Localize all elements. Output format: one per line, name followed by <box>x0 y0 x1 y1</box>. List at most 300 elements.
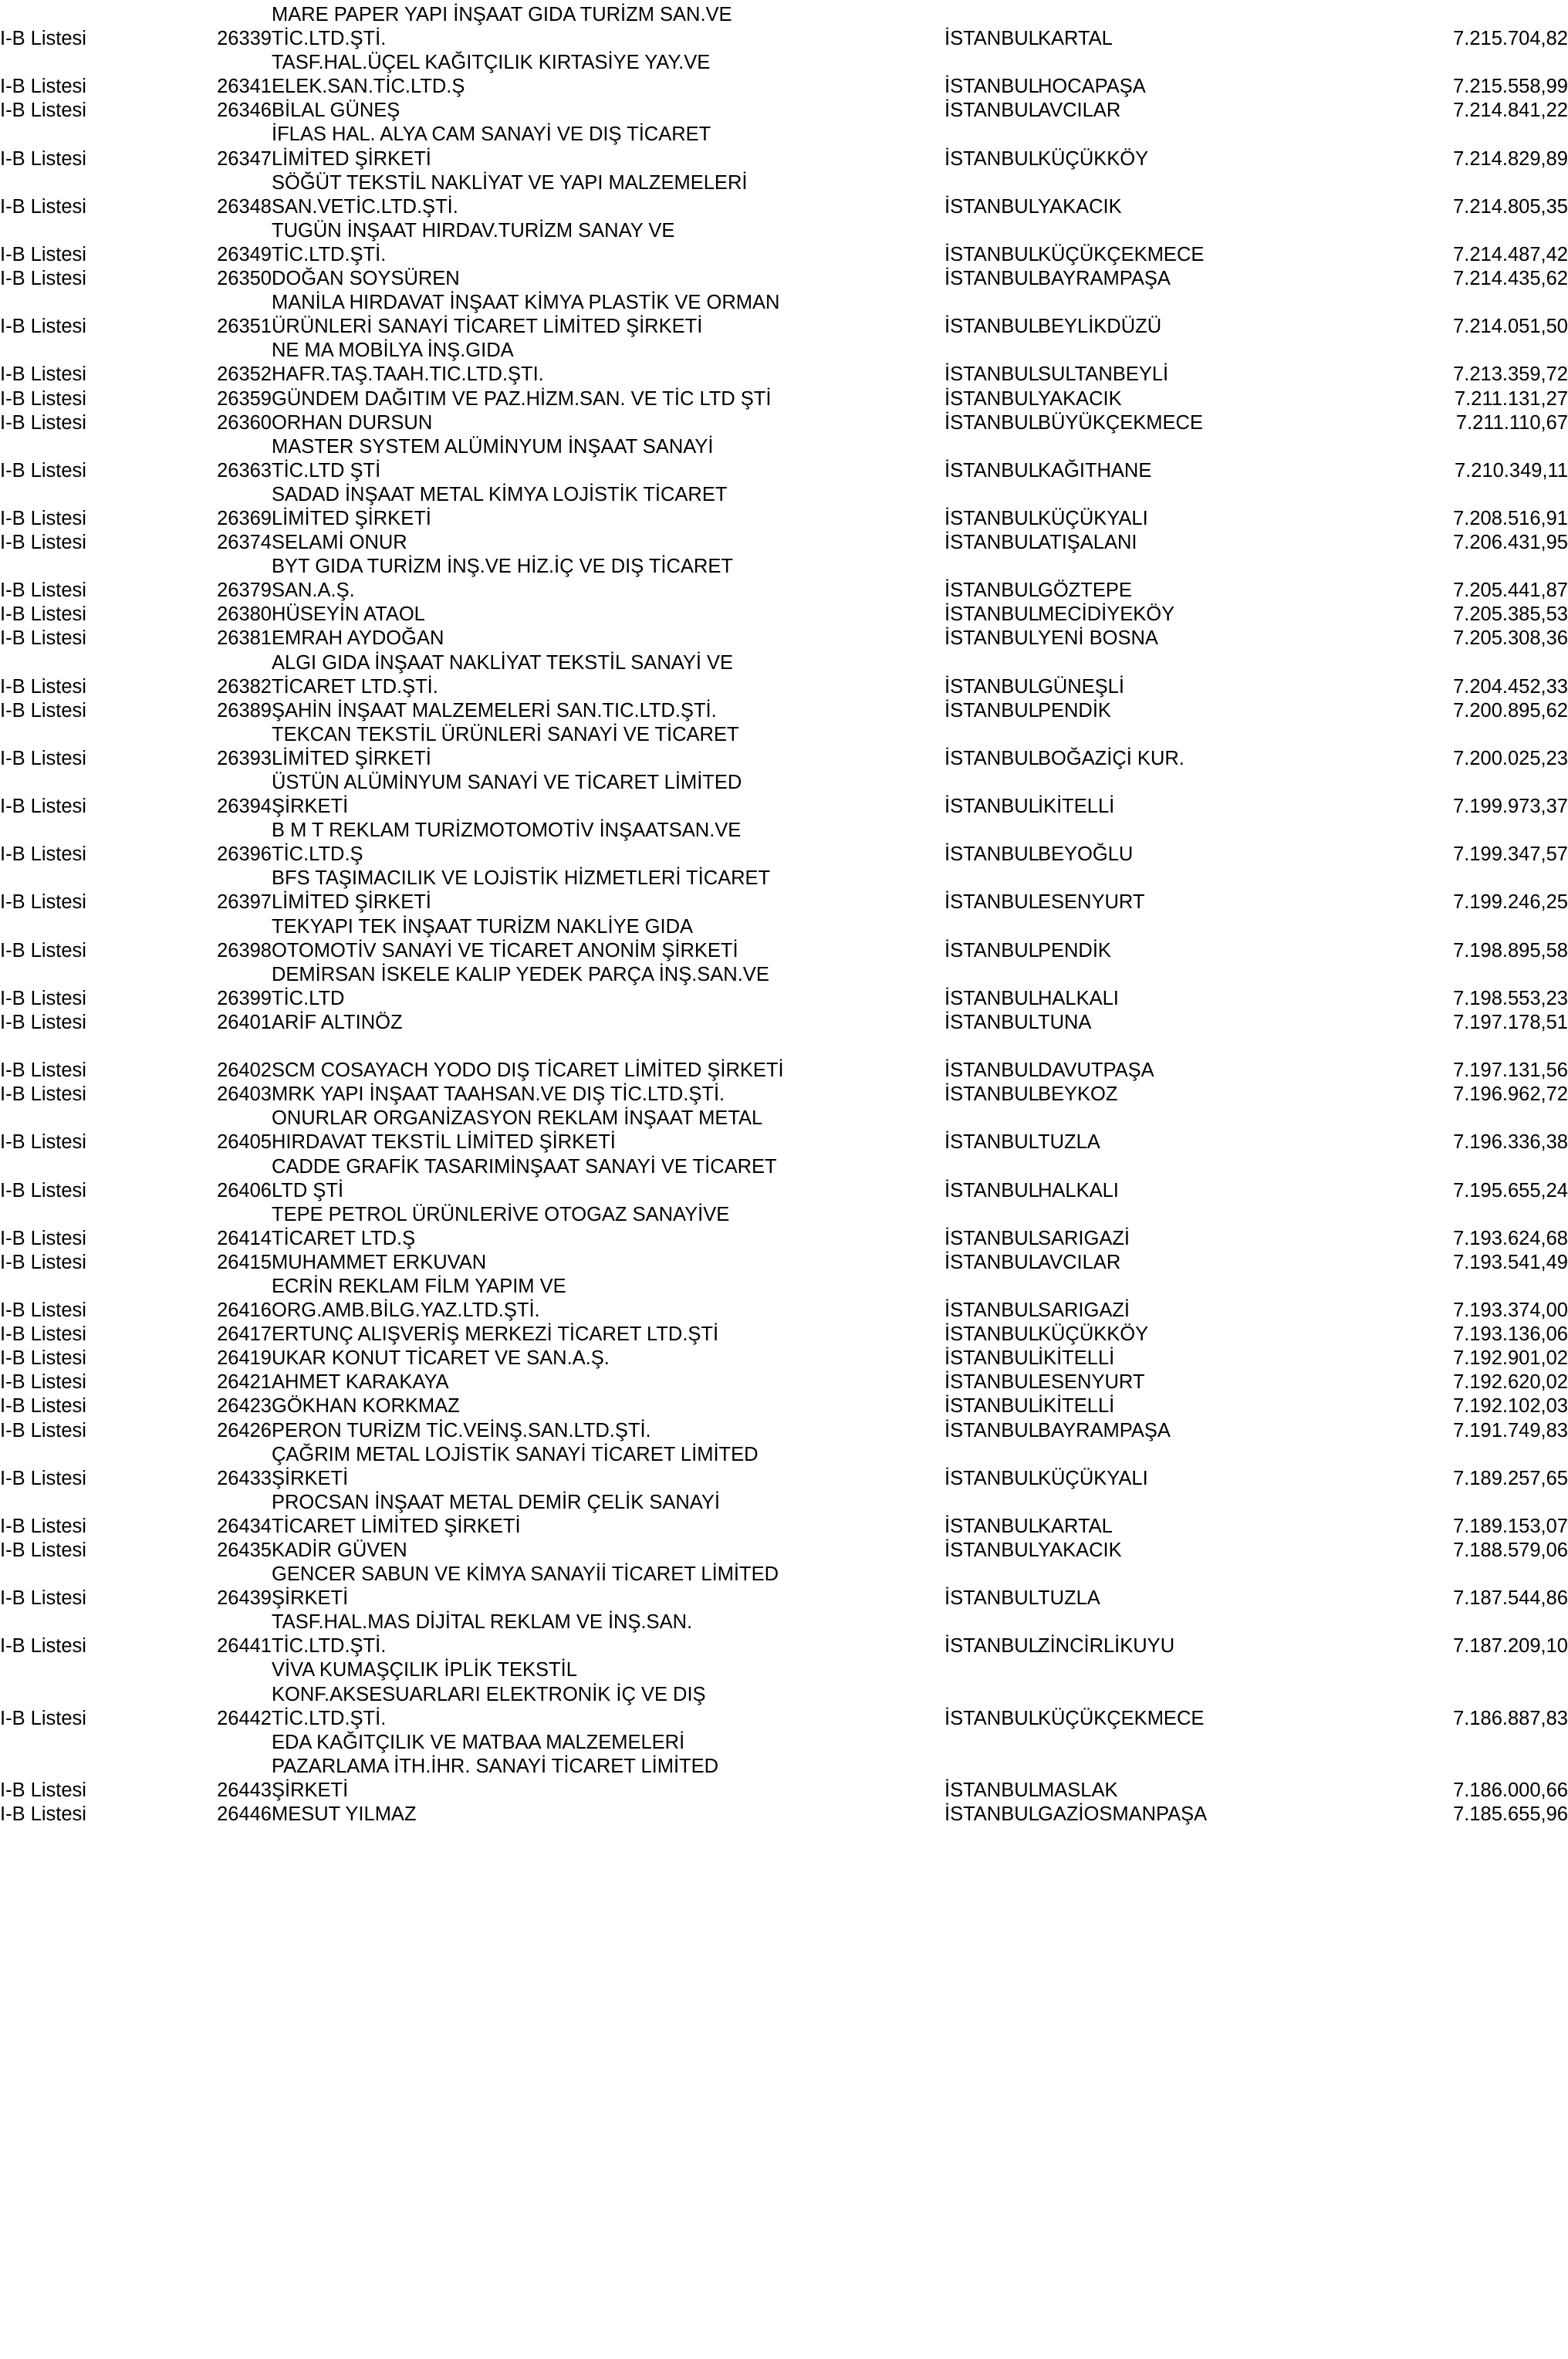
city-cell <box>945 339 1038 363</box>
record-number-cell: 26415 <box>217 1251 272 1273</box>
amount-cell: 7.214.829,89 <box>1453 147 1568 170</box>
taxpayer-name-cell: DOĞAN SOYSÜREN <box>272 268 460 290</box>
taxpayer-name-cell: TİC.LTD.ŞTİ. <box>272 1635 387 1658</box>
record-number-cell: 26433 <box>217 1467 272 1489</box>
record-number-cell <box>177 291 272 315</box>
list-type-cell: I-B Listesi <box>0 1179 86 1201</box>
table-row-name-continuation <box>0 1275 1568 1299</box>
taxpayer-name-cell: MARE PAPER YAPI İNŞAAT GIDA TURİZM SAN.VE <box>272 4 732 25</box>
city-cell: İSTANBUL <box>945 796 1039 818</box>
amount-cell <box>1267 435 1568 459</box>
city-cell: İSTANBUL <box>945 147 1039 170</box>
city-cell <box>945 723 1038 747</box>
taxpayer-name-cell: MRK YAPI İNŞAAT TAAHSAN.VE DIŞ TİC.LTD.ŞTİ. <box>272 1083 725 1106</box>
record-number-cell: 26350 <box>217 268 272 290</box>
tax-office-cell: PENDİK <box>1038 699 1111 722</box>
table-row-name-continuation <box>0 1658 1568 1682</box>
tax-office-cell <box>1038 1755 1267 1779</box>
record-number-cell: 26382 <box>217 675 272 698</box>
city-cell <box>945 819 1038 843</box>
table-row <box>0 267 1568 291</box>
tax-office-cell: BEYLİKDÜZÜ <box>1038 316 1162 338</box>
record-number-cell <box>177 867 272 891</box>
city-cell: İSTANBUL <box>945 1587 1039 1610</box>
record-number-cell: 26393 <box>217 747 272 769</box>
amount-cell: 7.187.209,10 <box>1453 1635 1568 1658</box>
list-type-cell <box>0 1610 177 1634</box>
table-row <box>0 747 1568 771</box>
list-type-cell: I-B Listesi <box>0 1635 86 1658</box>
tax-office-cell: KÜÇÜKÇEKMECE <box>1038 1707 1205 1729</box>
taxpayer-name-cell: TİC.LTD.ŞTİ. <box>272 243 387 265</box>
list-type-cell: I-B Listesi <box>0 100 86 122</box>
record-number-cell: 26359 <box>217 387 272 410</box>
amount-cell: 7.192.620,02 <box>1453 1371 1568 1394</box>
city-cell: İSTANBUL <box>945 363 1039 386</box>
tax-office-cell: YAKACIK <box>1038 1539 1122 1561</box>
tax-office-cell <box>1038 1731 1267 1755</box>
table-row <box>0 1083 1568 1107</box>
list-type-cell: I-B Listesi <box>0 1131 86 1154</box>
amount-cell <box>1267 723 1568 747</box>
list-type-cell: I-B Listesi <box>0 987 86 1009</box>
record-number-cell <box>177 723 272 747</box>
list-type-cell <box>0 219 177 243</box>
taxpayer-name-cell: TUGÜN İNŞAAT HIRDAV.TURİZM SANAY VE <box>272 219 675 242</box>
table-row <box>0 1803 1568 1827</box>
taxpayer-name-cell: GÜNDEM DAĞITIM VE PAZ.HİZM.SAN. VE TİC LTD ŞTİ <box>272 387 772 410</box>
city-cell <box>945 3 1038 27</box>
city-cell: İSTANBUL <box>945 1779 1039 1801</box>
list-type-cell: I-B Listesi <box>0 1299 86 1322</box>
table-row-name-continuation <box>0 1683 1568 1707</box>
record-number-cell <box>177 435 272 459</box>
tax-office-cell: HALKALI <box>1038 987 1119 1009</box>
spacer-cell <box>0 1035 177 1059</box>
city-cell <box>945 651 1038 675</box>
table-row-name-continuation <box>0 339 1568 363</box>
tax-office-cell <box>1038 1563 1267 1587</box>
list-type-cell: I-B Listesi <box>0 675 86 698</box>
spacer-cell <box>945 1035 1038 1059</box>
city-cell: İSTANBUL <box>945 580 1039 602</box>
record-number-cell <box>177 1443 272 1467</box>
taxpayer-name-cell: GÖKHAN KORKMAZ <box>272 1395 460 1418</box>
tax-office-cell: YAKACIK <box>1038 195 1122 218</box>
taxpayer-name-cell: LTD ŞTİ <box>272 1179 344 1201</box>
city-cell: İSTANBUL <box>945 675 1039 698</box>
table-row <box>0 1370 1568 1394</box>
table-row <box>0 1394 1568 1418</box>
record-number-cell: 26416 <box>217 1299 272 1322</box>
tax-office-cell: TUNA <box>1038 1011 1092 1033</box>
table-row <box>0 795 1568 819</box>
table-body <box>0 3 1568 1827</box>
taxpayer-name-cell: HÜSEYİN ATAOL <box>272 603 425 626</box>
table-row <box>0 1299 1568 1323</box>
table-row-name-continuation <box>0 51 1568 75</box>
table-row <box>0 1467 1568 1491</box>
table-row <box>0 1347 1568 1370</box>
list-type-cell: I-B Listesi <box>0 1467 86 1489</box>
amount-cell <box>1267 51 1568 75</box>
table-row <box>0 699 1568 723</box>
amount-cell <box>1267 867 1568 891</box>
table-row <box>0 363 1568 387</box>
tax-office-cell <box>1038 1155 1267 1179</box>
amount-cell <box>1267 1203 1568 1227</box>
tax-office-cell: KÜÇÜKÇEKMECE <box>1038 243 1205 265</box>
record-number-cell: 26414 <box>217 1227 272 1249</box>
tax-office-cell: SULTANBEYLİ <box>1038 363 1169 386</box>
spacer-cell <box>177 1035 272 1059</box>
city-cell: İSTANBUL <box>945 939 1039 962</box>
taxpayer-name-cell: ECRİN REKLAM FİLM YAPIM VE <box>272 1275 566 1297</box>
city-cell <box>945 1491 1038 1515</box>
tax-office-cell: HALKALI <box>1038 1179 1119 1201</box>
list-type-cell: I-B Listesi <box>0 243 86 265</box>
table-row <box>0 627 1568 651</box>
amount-cell: 7.215.704,82 <box>1453 28 1568 50</box>
city-cell: İSTANBUL <box>945 843 1039 866</box>
tax-office-cell: YAKACIK <box>1038 387 1122 410</box>
taxpayer-name-cell: ŞİRKETİ <box>272 1779 349 1801</box>
city-cell <box>945 915 1038 939</box>
amount-cell: 7.205.308,36 <box>1453 627 1568 650</box>
city-cell: İSTANBUL <box>945 195 1039 218</box>
list-type-cell: I-B Listesi <box>0 147 86 170</box>
city-cell: İSTANBUL <box>945 1371 1039 1394</box>
amount-cell: 7.188.579,06 <box>1453 1539 1568 1561</box>
city-cell <box>945 435 1038 459</box>
city-cell <box>945 1203 1038 1227</box>
city-cell: İSTANBUL <box>945 76 1039 98</box>
taxpayer-name-cell: GENCER SABUN VE KİMYA SANAYİİ TİCARET LİMİTED <box>272 1563 779 1586</box>
amount-cell <box>1267 339 1568 363</box>
list-type-cell: I-B Listesi <box>0 796 86 818</box>
table-row <box>0 1323 1568 1347</box>
list-type-cell: I-B Listesi <box>0 1539 86 1561</box>
record-number-cell: 26360 <box>217 411 272 434</box>
list-type-cell: I-B Listesi <box>0 1227 86 1249</box>
table-row-name-continuation <box>0 1755 1568 1779</box>
amount-cell: 7.214.805,35 <box>1453 195 1568 218</box>
list-type-cell: I-B Listesi <box>0 1395 86 1418</box>
taxpayer-name-cell: OTOMOTİV SANAYİ VE TİCARET ANONİM ŞİRKETİ <box>272 939 738 962</box>
taxpayer-name-cell: ERTUNÇ ALIŞVERİŞ MERKEZİ TİCARET LTD.ŞTİ <box>272 1323 719 1346</box>
city-cell: İSTANBUL <box>945 699 1039 722</box>
list-type-cell <box>0 1755 177 1779</box>
table-row-name-continuation <box>0 123 1568 147</box>
amount-cell: 7.205.441,87 <box>1453 580 1568 602</box>
table-row <box>0 27 1568 51</box>
table-row <box>0 195 1568 219</box>
tax-office-cell: KÜÇÜKKÖY <box>1038 1323 1149 1346</box>
city-cell: İSTANBUL <box>945 747 1039 769</box>
tax-office-cell <box>1038 1658 1267 1682</box>
list-type-cell: I-B Listesi <box>0 1707 86 1729</box>
taxpayer-name-cell: MANİLA HIRDAVAT İNŞAAT KİMYA PLASTİK VE ORMAN <box>272 292 780 314</box>
table-row <box>0 843 1568 867</box>
list-type-cell: I-B Listesi <box>0 603 86 626</box>
list-type-cell <box>0 1683 177 1707</box>
table-row-name-continuation <box>0 555 1568 579</box>
table-row <box>0 1587 1568 1610</box>
tax-office-cell: ATIŞALANI <box>1038 532 1137 554</box>
taxpayer-name-cell: SAN.VETİC.LTD.ŞTİ. <box>272 195 458 218</box>
amount-cell <box>1267 219 1568 243</box>
city-cell <box>945 1107 1038 1130</box>
table-row-name-continuation <box>0 771 1568 795</box>
list-type-cell: I-B Listesi <box>0 268 86 290</box>
tax-office-cell: ESENYURT <box>1038 1371 1145 1394</box>
tax-office-cell <box>1038 291 1267 315</box>
tax-office-cell <box>1038 963 1267 987</box>
record-number-cell <box>177 771 272 795</box>
list-type-cell: I-B Listesi <box>0 411 86 434</box>
list-type-cell <box>0 483 177 507</box>
taxpayer-name-cell: SELAMİ ONUR <box>272 532 407 554</box>
record-number-cell: 26369 <box>217 507 272 529</box>
record-number-cell: 26341 <box>217 76 272 98</box>
record-number-cell <box>177 171 272 195</box>
record-number-cell <box>177 1755 272 1779</box>
tax-office-cell: KÜÇÜKKÖY <box>1038 147 1149 170</box>
city-cell: İSTANBUL <box>945 1347 1039 1370</box>
amount-cell: 7.199.347,57 <box>1453 843 1568 866</box>
taxpayer-name-cell: EMRAH AYDOĞAN <box>272 627 444 650</box>
debtor-table <box>0 3 1568 1827</box>
tax-office-cell: AVCILAR <box>1038 100 1121 122</box>
amount-cell: 7.204.452,33 <box>1453 675 1568 698</box>
tax-office-cell: KÜÇÜKYALI <box>1038 1467 1148 1489</box>
list-type-cell: I-B Listesi <box>0 76 86 98</box>
amount-cell: 7.198.895,58 <box>1453 939 1568 962</box>
taxpayer-name-cell: KONF.AKSESUARLARI ELEKTRONİK İÇ VE DIŞ <box>272 1683 706 1705</box>
table-row <box>0 1179 1568 1203</box>
taxpayer-name-cell: ŞİRKETİ <box>272 1587 349 1610</box>
list-type-cell <box>0 1155 177 1179</box>
table-row-name-continuation <box>0 171 1568 195</box>
record-number-cell: 26406 <box>217 1179 272 1201</box>
taxpayer-name-cell: AHMET KARAKAYA <box>272 1371 449 1394</box>
city-cell: İSTANBUL <box>945 28 1039 50</box>
city-cell: İSTANBUL <box>945 1299 1039 1322</box>
tax-office-cell <box>1038 771 1267 795</box>
amount-cell: 7.193.541,49 <box>1453 1251 1568 1273</box>
list-type-cell: I-B Listesi <box>0 507 86 529</box>
amount-cell: 7.186.000,66 <box>1453 1779 1568 1801</box>
list-type-cell: I-B Listesi <box>0 699 86 722</box>
taxpayer-name-cell: TİC.LTD.Ş <box>272 843 363 866</box>
amount-cell: 7.193.624,68 <box>1453 1227 1568 1249</box>
amount-cell: 7.200.025,23 <box>1453 747 1568 769</box>
tax-office-cell: BAYRAMPAŞA <box>1038 268 1171 290</box>
amount-cell: 7.195.655,24 <box>1453 1179 1568 1201</box>
table-row-name-continuation <box>0 1563 1568 1587</box>
tax-office-cell <box>1038 651 1267 675</box>
list-type-cell: I-B Listesi <box>0 1251 86 1273</box>
city-cell <box>945 1658 1038 1682</box>
table-row <box>0 1011 1568 1035</box>
tax-office-cell <box>1038 1683 1267 1707</box>
table-row <box>0 531 1568 555</box>
list-type-cell <box>0 435 177 459</box>
tax-office-cell <box>1038 171 1267 195</box>
list-type-cell: I-B Listesi <box>0 891 86 914</box>
table-row-name-continuation <box>0 3 1568 27</box>
city-cell <box>945 483 1038 507</box>
city-cell <box>945 1275 1038 1299</box>
tax-office-cell: BOĞAZİÇİ KUR. <box>1038 747 1184 769</box>
city-cell: İSTANBUL <box>945 459 1039 482</box>
record-number-cell: 26352 <box>217 363 272 386</box>
tax-office-cell: BEYKOZ <box>1038 1083 1118 1106</box>
city-cell: İSTANBUL <box>945 1395 1039 1418</box>
city-cell <box>945 123 1038 147</box>
table-row <box>0 387 1568 411</box>
tax-office-cell: KARTAL <box>1038 28 1113 50</box>
record-number-cell <box>177 1658 272 1682</box>
list-type-cell: I-B Listesi <box>0 939 86 962</box>
city-cell: İSTANBUL <box>945 1323 1039 1346</box>
tax-office-cell: İKİTELLİ <box>1038 1395 1115 1418</box>
city-cell <box>945 1683 1038 1707</box>
list-type-cell: I-B Listesi <box>0 1323 86 1346</box>
taxpayer-name-cell: ŞİRKETİ <box>272 796 349 818</box>
table-row <box>0 1779 1568 1803</box>
list-type-cell <box>0 1275 177 1299</box>
amount-cell <box>1267 1755 1568 1779</box>
record-number-cell: 26399 <box>217 987 272 1009</box>
table-row <box>0 891 1568 914</box>
list-type-cell: I-B Listesi <box>0 1779 86 1801</box>
record-number-cell <box>177 963 272 987</box>
taxpayer-name-cell: BYT GIDA TURİZM İNŞ.VE HİZ.İÇ VE DIŞ TİCARET <box>272 556 733 578</box>
city-cell: İSTANBUL <box>945 1060 1039 1082</box>
amount-cell: 7.185.655,96 <box>1453 1803 1568 1826</box>
city-cell: İSTANBUL <box>945 1803 1039 1826</box>
record-number-cell: 26403 <box>217 1083 272 1106</box>
record-number-cell: 26441 <box>217 1635 272 1658</box>
list-type-cell: I-B Listesi <box>0 1083 86 1106</box>
record-number-cell: 26443 <box>217 1779 272 1801</box>
city-cell: İSTANBUL <box>945 1227 1039 1249</box>
record-number-cell: 26396 <box>217 843 272 866</box>
amount-cell <box>1267 1610 1568 1634</box>
amount-cell <box>1267 1155 1568 1179</box>
list-type-cell: I-B Listesi <box>0 28 86 50</box>
list-type-cell <box>0 723 177 747</box>
table-row <box>0 603 1568 627</box>
taxpayer-name-cell: ORHAN DURSUN <box>272 411 433 434</box>
tax-office-cell: PENDİK <box>1038 939 1111 962</box>
record-number-cell: 26417 <box>217 1323 272 1346</box>
city-cell <box>945 1731 1038 1755</box>
city-cell <box>945 51 1038 75</box>
taxpayer-name-cell: TİCARET LTD.ŞTİ. <box>272 675 438 698</box>
list-type-cell <box>0 171 177 195</box>
taxpayer-name-cell: ÜRÜNLERİ SANAYİ TİCARET LİMİTED ŞİRKETİ <box>272 316 703 338</box>
record-number-cell <box>177 339 272 363</box>
amount-cell: 7.191.749,83 <box>1453 1419 1568 1441</box>
tax-office-cell: MECİDİYEKÖY <box>1038 603 1175 626</box>
tax-office-cell: GAZİOSMANPAŞA <box>1038 1803 1208 1826</box>
record-number-cell: 26380 <box>217 603 272 626</box>
city-cell: İSTANBUL <box>945 1131 1039 1154</box>
amount-cell: 7.211.110,67 <box>1455 411 1568 434</box>
tax-office-cell <box>1038 3 1267 27</box>
list-type-cell: I-B Listesi <box>0 1371 86 1394</box>
table-row <box>0 147 1568 171</box>
city-cell <box>945 219 1038 243</box>
list-type-cell <box>0 51 177 75</box>
record-number-cell <box>177 1683 272 1707</box>
record-number-cell: 26426 <box>217 1419 272 1441</box>
table-row <box>0 1419 1568 1443</box>
record-number-cell: 26339 <box>217 28 272 50</box>
list-type-cell <box>0 1491 177 1515</box>
taxpayer-name-cell: LİMİTED ŞİRKETİ <box>272 147 431 170</box>
city-cell <box>945 1755 1038 1779</box>
tax-office-cell <box>1038 723 1267 747</box>
table-row <box>0 1634 1568 1658</box>
taxpayer-name-cell: TİC.LTD ŞTİ <box>272 459 381 482</box>
list-type-cell: I-B Listesi <box>0 459 86 482</box>
record-number-cell: 26389 <box>217 699 272 722</box>
tax-office-cell: BÜYÜKÇEKMECE <box>1038 411 1203 434</box>
record-number-cell <box>177 1491 272 1515</box>
taxpayer-name-cell: TİCARET LİMİTED ŞİRKETİ <box>272 1515 521 1537</box>
tax-office-cell: İKİTELLİ <box>1038 1347 1115 1370</box>
list-type-cell <box>0 771 177 795</box>
taxpayer-name-cell: PERON TURİZM TİC.VEİNŞ.SAN.LTD.ŞTİ. <box>272 1419 651 1441</box>
record-number-cell: 26435 <box>217 1539 272 1561</box>
taxpayer-name-cell: TASF.HAL.ÜÇEL KAĞITÇILIK KIRTASİYE YAY.VE <box>272 52 711 74</box>
tax-office-cell: BAYRAMPAŞA <box>1038 1419 1171 1441</box>
amount-cell: 7.189.257,65 <box>1453 1467 1568 1489</box>
tax-office-cell: YENİ BOSNA <box>1038 627 1158 650</box>
amount-cell: 7.198.553,23 <box>1453 987 1568 1009</box>
amount-cell <box>1267 291 1568 315</box>
amount-cell <box>1267 123 1568 147</box>
record-number-cell: 26379 <box>217 580 272 602</box>
tax-office-cell: MASLAK <box>1038 1779 1118 1801</box>
list-type-cell: I-B Listesi <box>0 363 86 386</box>
taxpayer-name-cell: TİCARET LTD.Ş <box>272 1227 416 1249</box>
table-row <box>0 1707 1568 1731</box>
taxpayer-name-cell: ŞİRKETİ <box>272 1467 349 1489</box>
record-number-cell: 26439 <box>217 1587 272 1610</box>
amount-cell <box>1267 3 1568 27</box>
amount-cell: 7.193.136,06 <box>1453 1323 1568 1346</box>
list-type-cell <box>0 291 177 315</box>
table-row-name-continuation <box>0 219 1568 243</box>
city-cell <box>945 1443 1038 1467</box>
record-number-cell: 26349 <box>217 243 272 265</box>
list-type-cell: I-B Listesi <box>0 747 86 769</box>
taxpayer-name-cell: TEKCAN TEKSTİL ÜRÜNLERİ SANAYİ VE TİCARET <box>272 723 739 745</box>
record-number-cell <box>177 555 272 579</box>
list-type-cell: I-B Listesi <box>0 316 86 338</box>
table-row-name-continuation <box>0 963 1568 987</box>
tax-office-cell: KARTAL <box>1038 1515 1113 1537</box>
table-row <box>0 1515 1568 1539</box>
list-type-cell: I-B Listesi <box>0 1515 86 1537</box>
tax-office-cell <box>1038 219 1267 243</box>
taxpayer-name-cell: MASTER SYSTEM ALÜMİNYUM İNŞAAT SANAYİ <box>272 435 714 458</box>
table-row-name-continuation <box>0 1203 1568 1227</box>
